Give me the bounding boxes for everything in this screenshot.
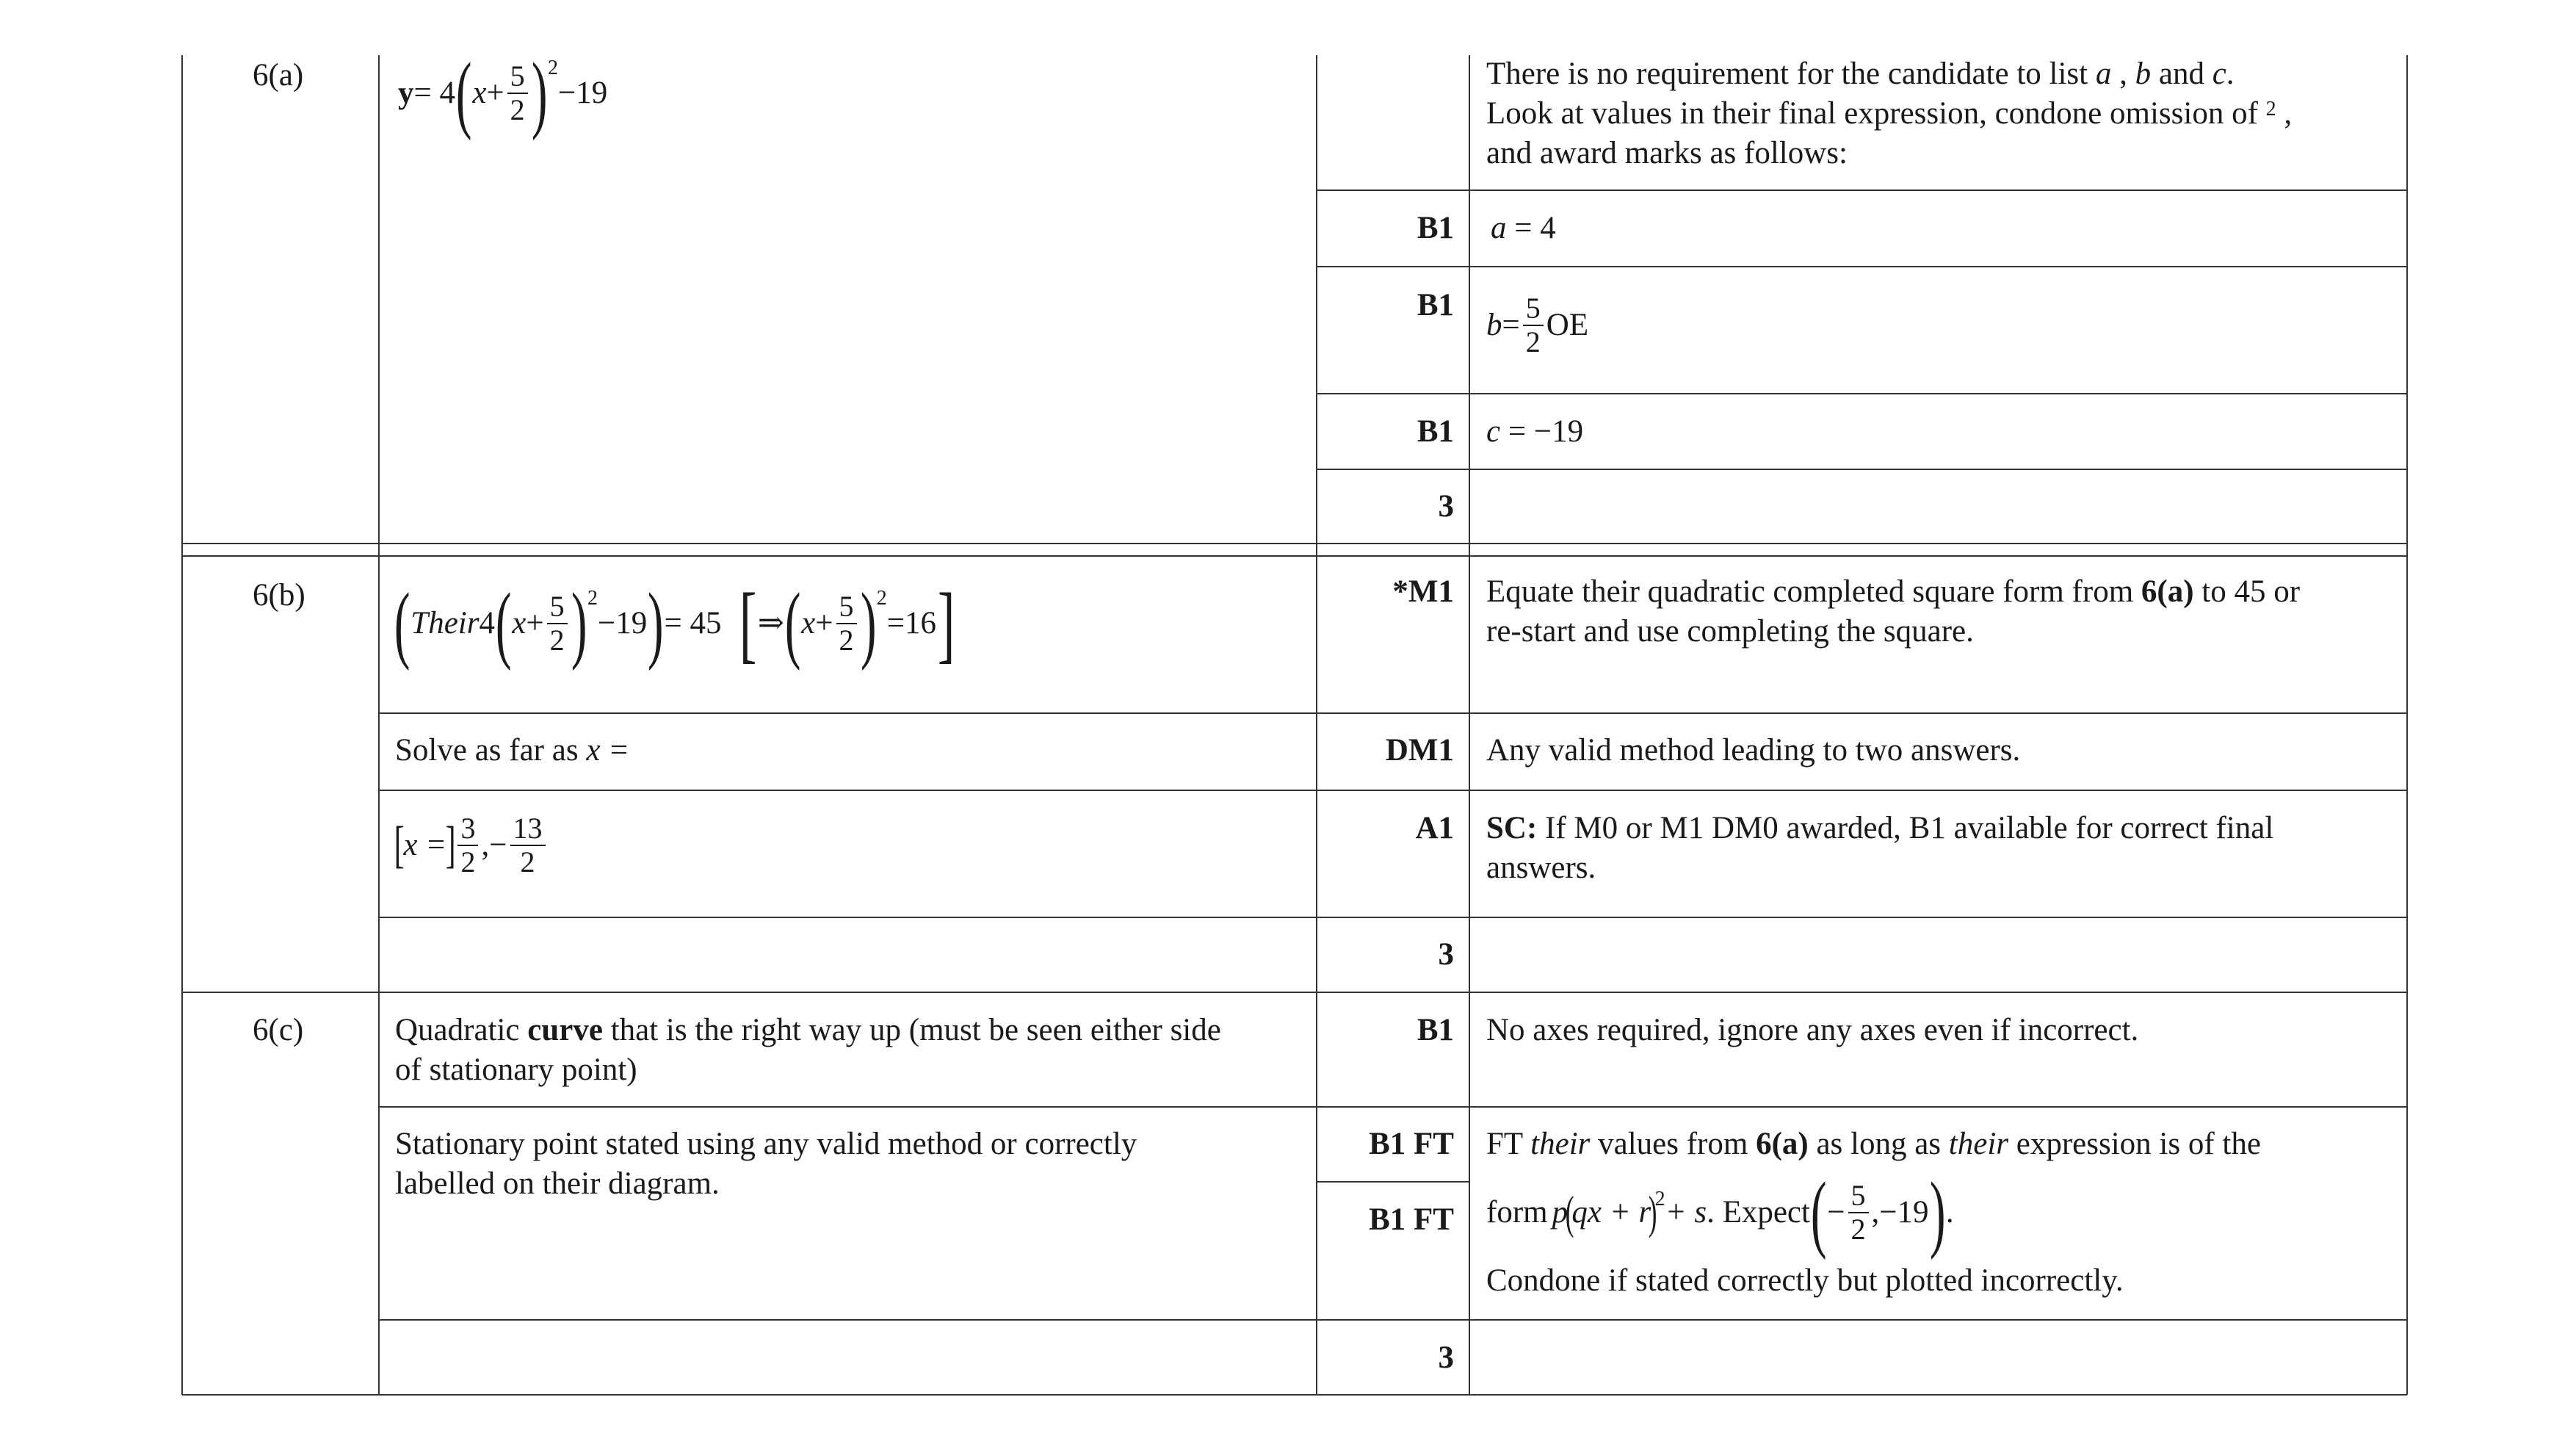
guidance-6c-2-form: form p ( q x + r ) 2 + s . Expect ( − $\frac{5}{2}$ ,−19 ) . [1486, 1164, 1954, 1260]
fraction: $\frac{5}{2}$ [1523, 292, 1544, 358]
right-paren: ) [531, 45, 548, 141]
mark-6b-3: A1 [1415, 811, 1454, 845]
guidance-6a-a: a = 4 [1491, 211, 1556, 245]
fraction: $\frac{5}{2}$ [507, 60, 528, 126]
mark-6a-1: B1 [1417, 211, 1454, 245]
guidance-6c-2-line3: Condone if stated correctly but plotted incorrectly. [1486, 1263, 2124, 1298]
total-6c: 3 [1438, 1340, 1454, 1375]
answer-6a-eq: = 4 [413, 76, 456, 110]
answer-6a-plus: + [486, 76, 504, 110]
mark-6c-1: B1 [1417, 1013, 1454, 1047]
total-6b: 3 [1438, 937, 1454, 972]
answer-6b-solve: Solve as far as x = [395, 733, 630, 768]
answer-6a-exponent: 2 [547, 57, 558, 79]
fraction: $\frac{5}{2}$ [1848, 1180, 1869, 1246]
guidance-6b-3: SC: If M0 or M1 DM0 awarded, B1 available for correct final answers. [1486, 811, 2274, 885]
fraction: $\frac{5}{2}$ [547, 591, 568, 657]
guidance-6c-2-line1: FT their values from 6(a) as long as their expression is of the [1486, 1127, 2261, 1161]
guidance-6c-1: No axes required, ignore any axes even if incorrect. [1486, 1013, 2139, 1047]
mark-6c-3: B1 FT [1369, 1202, 1454, 1237]
mark-6c-2: B1 FT [1369, 1127, 1454, 1161]
guidance-6a-c: c = −19 [1486, 414, 1584, 449]
answer-6c-stationary: Stationary point stated using any valid method or correctly labelled on their diagram. [395, 1127, 1137, 1201]
fraction: $\frac{13}{2}$ [510, 812, 546, 878]
answer-6a [398, 45, 608, 141]
question-label-6a: 6(a) [253, 58, 304, 93]
answer-6b-equation: ( Their 4 ( x + $\frac{5}{2}$ ) 2 −19 ) = 45 [ ⇒ ( x + $\frac{5}{2}$ ) 2 =16 ] [394, 575, 955, 671]
guidance-6b-2: Any valid method leading to two answers. [1486, 733, 2021, 768]
left-paren: ( [455, 45, 472, 141]
mark-6a-3: B1 [1417, 414, 1454, 449]
answer-6a-y: y [398, 76, 414, 110]
fraction: $\frac{5}{2}$ [836, 591, 857, 657]
answer-6b-roots: [ x = ] $\frac{3}{2}$ ,− $\frac{13}{2}$ [395, 812, 549, 878]
question-label-6b: 6(b) [253, 578, 305, 613]
guidance-6a-note: There is no requirement for the candidate to list a , b and c. Look at values in their final expression, condone omission of $^2$ , and award marks as follows: [1486, 57, 2293, 170]
mark-6a-2: B1 [1417, 288, 1454, 322]
guidance-6a-b: b = $\frac{5}{2}$ OE [1486, 292, 1589, 358]
answer-6c-curve: Quadratic curve that is the right way up (must be seen either side of stationary point) [395, 1013, 1221, 1087]
total-6a: 3 [1438, 489, 1454, 524]
fraction: $\frac{3}{2}$ [457, 812, 478, 878]
answer-6a-x: x [472, 76, 487, 110]
answer-6a-tail: −19 [557, 76, 608, 110]
guidance-6b-1: Equate their quadratic completed square form from 6(a) to 45 or re-start and use completing the square. [1486, 574, 2301, 649]
mark-6b-1: *M1 [1392, 574, 1454, 609]
question-label-6c: 6(c) [253, 1013, 304, 1047]
mark-6b-2: DM1 [1385, 733, 1454, 768]
